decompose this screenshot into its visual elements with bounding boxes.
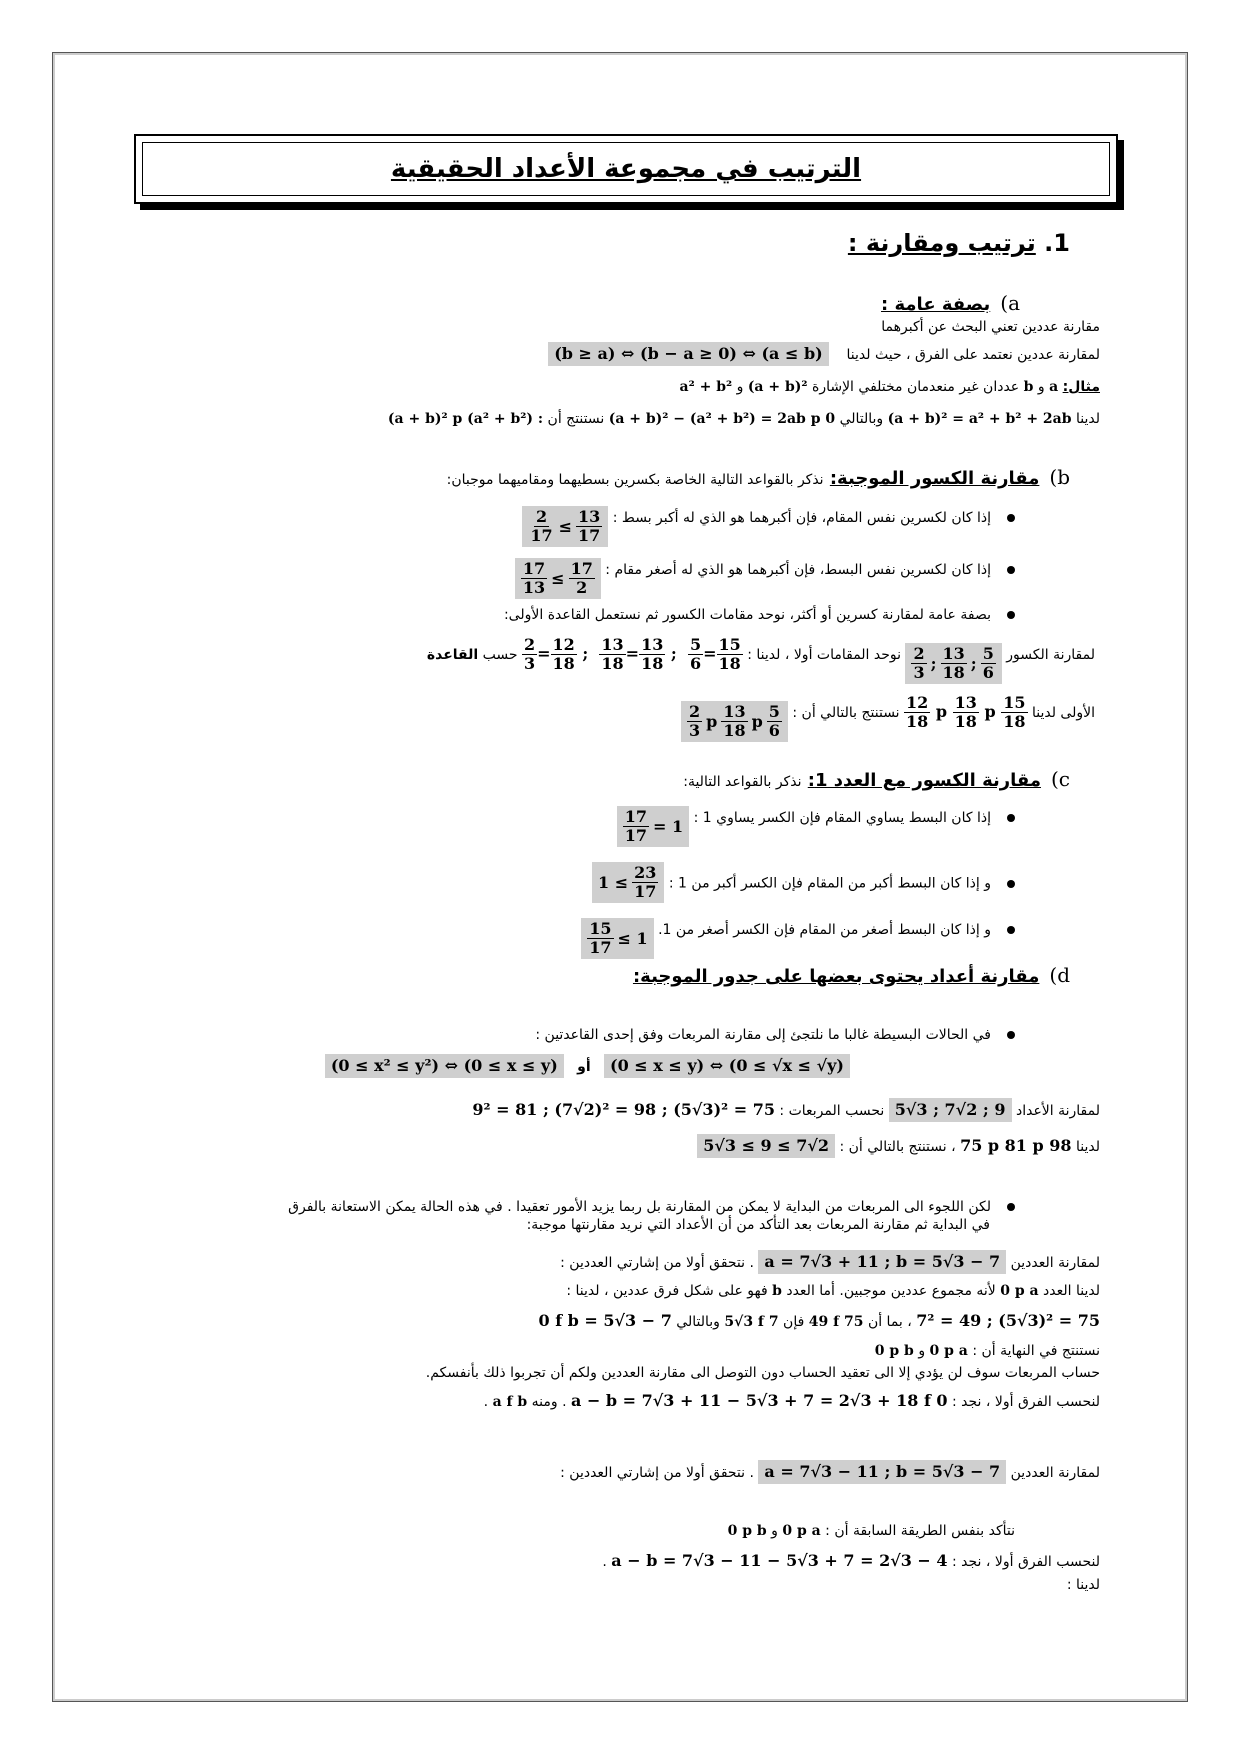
section-1-heading <box>140 229 1070 257</box>
b-rule-1: إذا كان لكسرين نفس المقام، فإن أكبرهما هو الذي له أكبر بسط : $\frac{2}{17}$ ≤ $\frac{13}{17}$ <box>140 506 1015 547</box>
a-line-2: لمقارنة عددين نعتمد على الفرق ، حيث لدينا (b ≥ a) ⇔ (b − a ≥ 0) ⇔ (a ≤ b) <box>140 342 1100 366</box>
d-case1-line-4: نستنتج في النهاية أن : 0 p a و 0 p b <box>874 1343 1100 1359</box>
d-rules: (0 ≤ x ≤ y) ⇔ (0 ≤ √x ≤ √y) أو (0 ≤ x² ≤ y²) ⇔ (0 ≤ x ≤ y) <box>140 1054 850 1078</box>
d-case2-line-4: لدينا : <box>1066 1577 1100 1593</box>
d-case2-line-2: نتأكد بنفس الطريقة السابقة أن : 0 p a و 0 p b <box>727 1523 1015 1539</box>
d-case1-line-3: 7² = 49 ; (5√3)² = 75 ، بما أن 49 f 75 فإن 5√3 f 7 وبالتالي 0 f b = 5√3 − 7 <box>538 1311 1100 1330</box>
b-e1-box: $\frac{2}{3}$ ; $\frac{13}{18}$ ; $\frac{5}{6}$ <box>905 643 1001 684</box>
subsection-d-heading: d)مقارنة أعداد يحتوى بعضها على جدور الموجبة: <box>632 963 1070 987</box>
b-example-1: لمقارنة الكسور $\frac{2}{3}$ ; $\frac{13}{18}$ ; $\frac{5}{6}$ نوحد المقامات أولا ، لدينا : $\frac{2}{3}$ = $\frac{12}{18}$ ; $\frac{13}{18}$ = $\frac{13}{18}$ ; $\frac{5}{6}$ = $\frac{15}{18}$ حسب القاعدة <box>426 635 1095 682</box>
d-bullet-2-line-1: لكن اللجوء الى المربعات من البداية لا يمكن من المقارنة بل ربما يزيد الأمور تعقيدا . في هذه الحالة يمكن الاستعانة بالفرق <box>140 1196 1015 1218</box>
title-box <box>134 134 1118 204</box>
d-case1-line-2: لدينا العدد 0 p a لأنه مجموع عددين موجبين. أما العدد b فهو على شكل فرق عددين ، لدينا : <box>566 1283 1100 1299</box>
a-line-1: مقارنة عددين تعني البحث عن أكبرهما <box>881 319 1100 335</box>
d-case1-line-6: لنحسب الفرق أولا ، نجد : a − b = 7√3 + 11 − 5√3 + 7 = 2√3 + 18 f 0 . ومنه a f b . <box>483 1391 1100 1410</box>
c-rule-3: و إذا كان البسط أصغر من المقام فإن الكسر أصغر من 1. $\frac{15}{17}$ ≤ 1 <box>140 918 1015 959</box>
d-case1-line-1: لمقارنة العددين a = 7√3 + 11 ; b = 5√3 − 7 . نتحقق أولا من إشارتي العددين : <box>140 1250 1100 1274</box>
d-case1-line-5: حساب المربعات سوف لن يؤدي إلا الى تعقيد الحساب دون التوصل الى مقارنة العددين ولكم أن تجربوا ذلك بأنفسكم. <box>425 1365 1100 1381</box>
subsection-a-heading: a)بصفة عامة : <box>881 291 1020 315</box>
example-label: مثال: <box>1062 379 1100 395</box>
b-rule-1-example: $\frac{2}{17}$ ≤ $\frac{13}{17}$ <box>522 506 608 547</box>
b-e2-box: $\frac{2}{3}$ p $\frac{13}{18}$ p $\frac{5}{6}$ <box>681 701 788 742</box>
c-rule-1: إذا كان البسط يساوي المقام فإن الكسر يساوي 1 : $\frac{17}{17}$ = 1 <box>140 806 1015 847</box>
subsection-c-heading: c)مقارنة الكسور مع العدد 1: نذكر بالقواعد التالية: <box>683 767 1070 791</box>
c-rule-2: و إذا كان البسط أكبر من المقام فإن الكسر أكبر من 1 : 1 ≤ $\frac{23}{17}$ <box>140 862 1015 903</box>
d-case2-line-1: لمقارنة العددين a = 7√3 − 11 ; b = 5√3 − 7 . نتحقق أولا من إشارتي العددين : <box>140 1460 1100 1484</box>
b-rule-2: إذا كان لكسرين نفس البسط، فإن أكبرهما هو الذي له أصغر مقام : $\frac{17}{13}$ ≤ $\frac{17}{2}$ <box>140 558 1015 599</box>
d-line-4: لدينا 75 p 81 p 98 ، نستنتج بالتالي أن : 5√3 ≤ 9 ≤ 7√2 <box>140 1134 1100 1158</box>
section-title: ترتيب ومقارنة : <box>847 229 1036 257</box>
b-example-2: الأولى لدينا $\frac{12}{18}$ p $\frac{13}{18}$ p $\frac{15}{18}$ نستنتج بالتالي أن : $\frac{2}{3}$ p $\frac{13}{18}$ p $\frac{5}{6}$ <box>140 694 1095 742</box>
section-number: 1. <box>1044 229 1070 257</box>
b-rule-2-example: $\frac{17}{13}$ ≤ $\frac{17}{2}$ <box>515 558 601 599</box>
d-line-3: لمقارنة الأعداد 5√3 ; 7√2 ; 9 نحسب المربعات : 9² = 81 ; (7√2)² = 98 ; (5√3)² = 75 <box>140 1098 1100 1122</box>
a-line-4: لدينا (a + b)² = a² + b² + 2ab وبالتالي (a + b)² − (a² + b²) = 2ab p 0 نستنتج أن (a + b)² p (a² + b²) : <box>387 411 1100 427</box>
b-rule-3: بصفة عامة لمقارنة كسرين أو أكثر، نوحد مقامات الكسور ثم نستعمل القاعدة الأولى: <box>140 604 1015 626</box>
d-bullet-2-line-2: في البداية ثم مقارنة المربعات بعد التأكد من أن الأعداد التي نريد مقارنتها موجبة: <box>526 1217 990 1233</box>
a-difference-rule: (b ≥ a) ⇔ (b − a ≥ 0) ⇔ (a ≤ b) <box>548 342 829 366</box>
subsection-b-heading: b)مقارنة الكسور الموجبة: نذكر بالقواعد التالية الخاصة بكسرين بسطيهما ومقاميهما موجبان: <box>446 465 1070 489</box>
page-title: الترتيب في مجموعة الأعداد الحقيقية <box>390 154 862 184</box>
d-bullet-1: في الحالات البسيطة غالبا ما نلتجئ إلى مقارنة المربعات وفق إحدى القاعدتين : <box>140 1024 1015 1046</box>
d-case2-line-3: لنحسب الفرق أولا ، نجد : a − b = 7√3 − 11 − 5√3 + 7 = 2√3 − 4 . <box>602 1551 1100 1570</box>
a-example-line: مثال: a و b عددان غير منعدمان مختلفي الإشارة (a + b)² و a² + b² <box>679 379 1100 395</box>
